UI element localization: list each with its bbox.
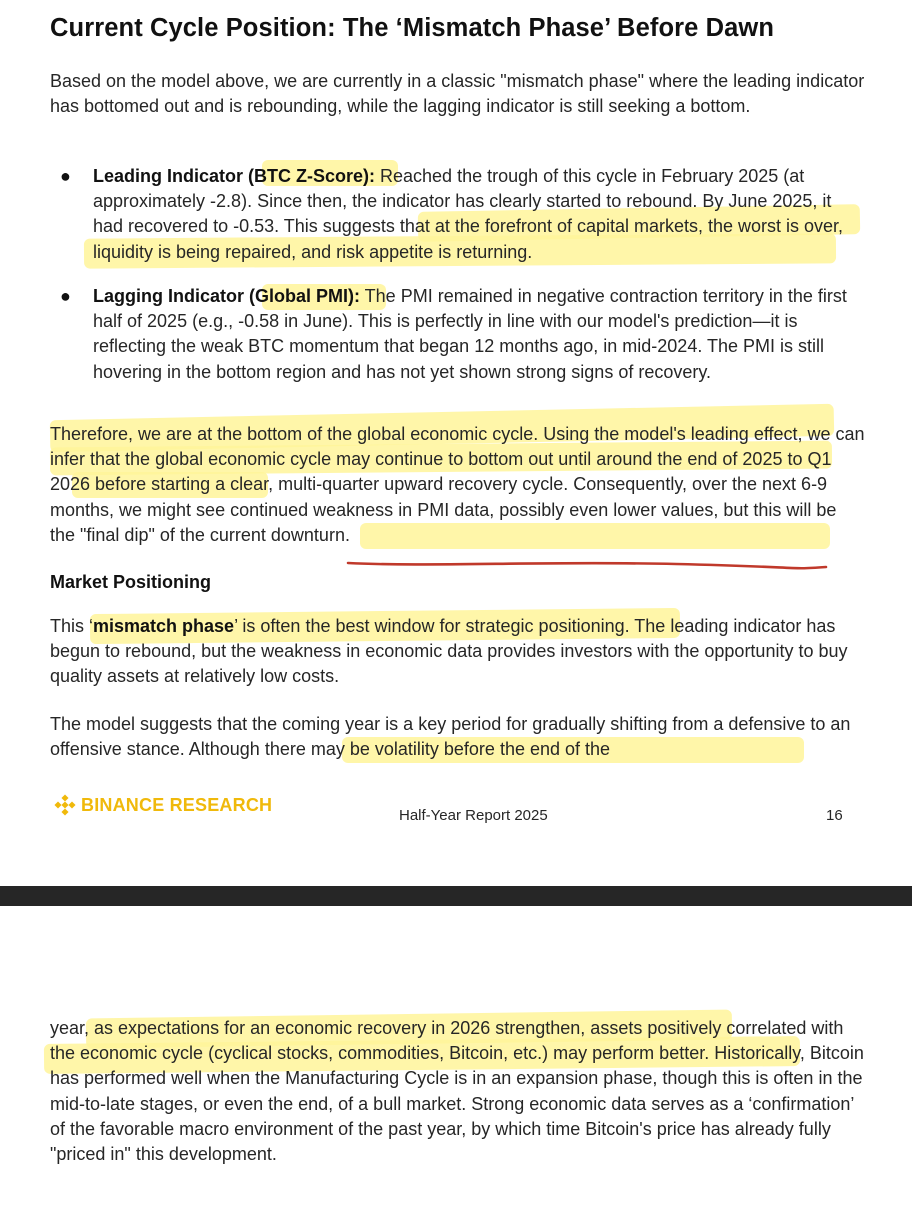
text-run: ’ is often the best window for strategic positioning. The leading indicator has begun to rebound, but the weakness in economic data provides investors with the opportunity to buy quality assets at relatively low costs. (50, 616, 848, 687)
page-title: Current Cycle Position: The ‘Mismatch Phase’ Before Dawn (50, 14, 775, 42)
bullet-icon: ● (60, 286, 71, 306)
binance-diamond-icon (54, 794, 76, 816)
footer-page-number: 16 (826, 807, 843, 824)
market-paragraph-2: The model suggests that the coming year is a key period for gradually shifting from a defensive to an offensive stance. Although there may be volatility before the end of the (50, 714, 851, 760)
footer-report-title: Half-Year Report 2025 (399, 807, 548, 824)
text-run: This ‘ (50, 616, 94, 636)
bullet-icon: ● (60, 166, 71, 186)
bold-term: mismatch phase (93, 616, 235, 636)
bullet-label: Lagging Indicator (Global PMI): (93, 286, 360, 306)
bullet-lagging-indicator (93, 284, 865, 385)
section-heading-market-positioning: Market Positioning (50, 572, 212, 592)
document-page-17 (0, 906, 912, 1216)
bullet-label: Leading Indicator (BTC Z-Score): (93, 166, 376, 186)
bullet-leading-indicator (93, 164, 865, 265)
binance-research-logo (54, 794, 272, 816)
market-paragraph-1 (50, 614, 865, 690)
intro-paragraph: Based on the model above, we are currently in a classic "mismatch phase" where the leading indicator has bottomed out and is rebounding, while the lagging indicator is still seeking a bottom. (50, 71, 865, 117)
logo-text: BINANCE RESEARCH (81, 794, 273, 815)
continuation-paragraph: year, as expectations for an economic recovery in 2026 strengthen, assets positively correlated with the economic cycle (cyclical stocks, commodities, Bitcoin, etc.) may perform better. Historically, Bitcoin has performed well when the Manufacturing Cycle is in an expansion phase, though this is often in the mid-to-late stages, or even the end, of a bull market. Strong economic data serves as a ‘confirmation’ of the favorable macro environment of the past year, by which time Bitcoin's price has already fully "priced in" this development. (50, 1018, 864, 1165)
bullet-body: Reached the trough of this cycle in February 2025 (at approximately -2.8). Since then, the indicator has clearly started to rebound. By June 2025, it had recovered to -0.53. This suggests that at the forefront of capital markets, the worst is over, liquidity is being repaired, and risk appetite is returning. (93, 166, 844, 262)
bullet-body: The PMI remained in negative contraction territory in the first half of 2025 (e.g., -0.58 in June). This is perfectly in line with our model's prediction—it is reflecting the weak BTC momentum that began 12 months ago, in mid-2024. The PMI is still hovering in the bottom region and has not yet shown strong signs of recovery. (93, 286, 847, 382)
page-break-divider (0, 886, 912, 906)
conclusion-paragraph: Therefore, we are at the bottom of the global economic cycle. Using the model's leading effect, we can infer that the global economic cycle may continue to bottom out until around the end of 2025 to Q1 2026 before starting a clear, multi-quarter upward recovery cycle. Consequently, over the next 6-9 months, we might see continued weakness in PMI data, possibly even lower values, but this will be the "final dip" of the current downturn. (50, 424, 865, 545)
